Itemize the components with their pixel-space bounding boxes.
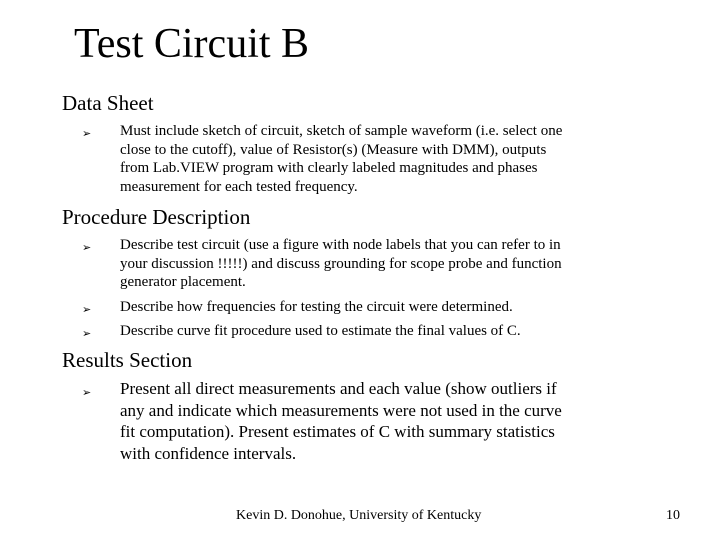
bullet-text (120, 298, 513, 317)
bullet-line: Present all direct measurements and each value (show outliers if (120, 379, 557, 398)
bullet-line: measurement for each tested frequency. (120, 178, 358, 195)
arrow-bullet-icon: ➢ (82, 386, 92, 399)
page-number: 10 (666, 508, 680, 523)
arrow-bullet-icon: ➢ (82, 327, 92, 340)
section-heading-results-section: Results Section (62, 348, 193, 372)
bullet-line: Describe curve fit procedure used to estimate the final values of C. (120, 323, 521, 339)
section-heading-procedure-description: Procedure Description (62, 205, 251, 229)
bullet-line: Describe test circuit (use a figure with node labels that you can refer to in (120, 237, 561, 253)
arrow-bullet-icon: ➢ (82, 303, 92, 316)
bullet-line: your discussion !!!!!) and discuss grounding for scope probe and function (120, 255, 562, 272)
bullet-text (120, 322, 521, 341)
bullet-line: with confidence intervals. (120, 443, 297, 463)
section-heading-data-sheet: Data Sheet (62, 91, 154, 115)
bullet-line: any and indicate which measurements were not used in the curve (120, 400, 562, 420)
bullet-line: Must include sketch of circuit, sketch of sample waveform (i.e. select one (120, 123, 563, 139)
footer-author: Kevin D. Donohue, University of Kentucky (236, 508, 482, 523)
bullet-item (82, 122, 702, 198)
bullet-text (120, 236, 562, 292)
arrow-bullet-icon: ➢ (82, 127, 92, 140)
bullet-line: Describe how frequencies for testing the circuit were determined. (120, 299, 513, 315)
bullet-item (82, 236, 702, 292)
bullet-item (82, 322, 702, 341)
bullet-text (120, 122, 562, 196)
slide-title: Test Circuit B (74, 21, 310, 67)
bullet-item (82, 298, 702, 317)
bullet-line: generator placement. (120, 274, 246, 290)
bullet-line: fit computation). Present estimates of C with summary statistics (120, 422, 555, 441)
bullet-line: from Lab.VIEW program with clearly labeled magnitudes and phases (120, 160, 538, 176)
bullet-item (82, 378, 702, 466)
arrow-bullet-icon: ➢ (82, 241, 92, 254)
bullet-line: close to the cutoff), value of Resistor(s) (Measure with DMM), outputs (120, 141, 547, 158)
bullet-text (120, 378, 562, 464)
